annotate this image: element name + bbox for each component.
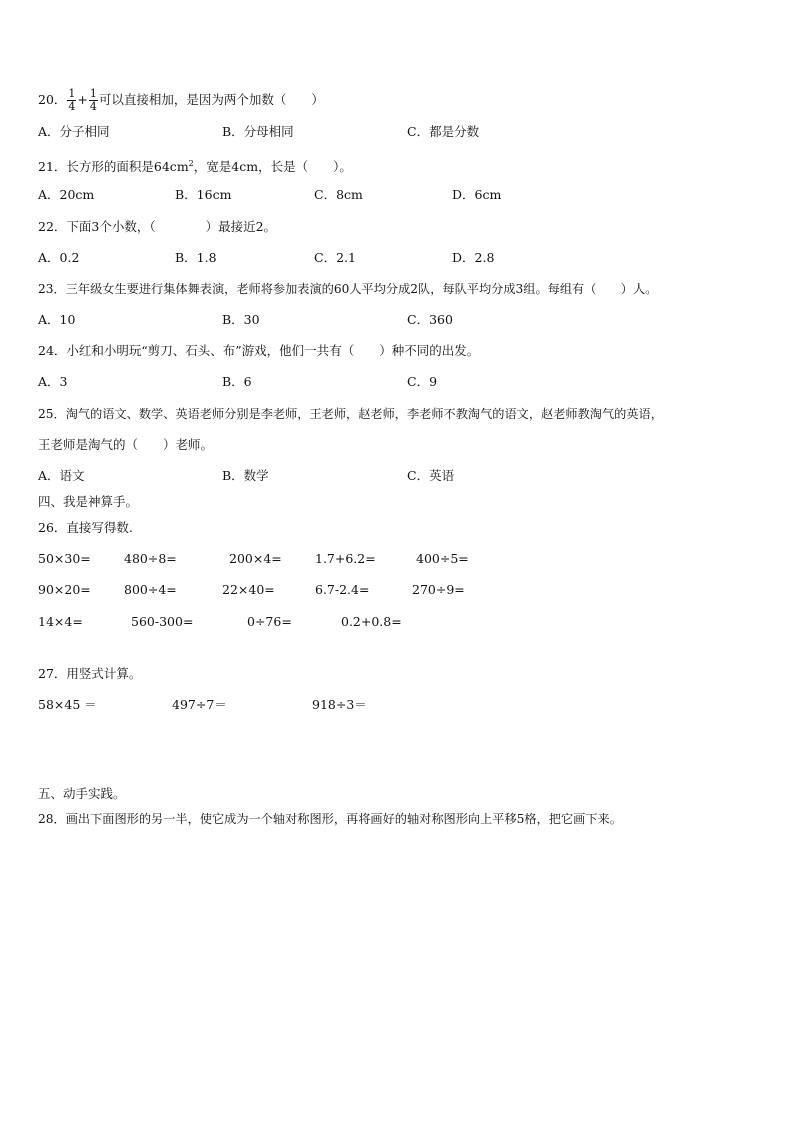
- calc-item: 400÷5=: [416, 551, 469, 566]
- option-b: B．1.8: [175, 250, 217, 265]
- option-b: B．16cm: [175, 187, 232, 202]
- calc-item: 270÷9=: [412, 582, 465, 597]
- option-a: A．10: [38, 312, 76, 327]
- fraction-one-quarter: $\frac{1}{4}$: [89, 87, 97, 113]
- section-4-title: 四、我是神算手。: [38, 494, 139, 509]
- question-24: 24．小红和小明玩“剪刀、石头、布”游戏，他们一共有（ ）种不同的出发。: [38, 343, 480, 358]
- question-23: 23．三年级女生要进行集体舞表演，老师将参加表演的60人平均分成2队，每队平均分成3组。每组有（ ）人。: [38, 282, 658, 296]
- question-text: 21．长方形的面积是64cm: [38, 159, 189, 175]
- calc-item: 90×20=: [38, 582, 91, 597]
- option-b: B．6: [222, 374, 252, 389]
- question-26: 26．直接写得数.: [38, 520, 133, 535]
- option-c: C．8cm: [314, 187, 363, 202]
- calc-item: 6.7-2.4=: [315, 582, 370, 597]
- vertical-calc-item: 497÷7＝: [172, 697, 227, 712]
- question-25-line-2: 王老师是淘气的（ ）老师。: [38, 437, 214, 452]
- option-c: C．英语: [407, 468, 455, 483]
- option-c: C．9: [407, 374, 438, 389]
- option-a: A．语文: [38, 468, 85, 483]
- option-d: D．2.8: [452, 250, 495, 265]
- vertical-calc-item: 918÷3＝: [312, 697, 367, 712]
- calc-item: 0÷76=: [247, 614, 292, 629]
- calc-item: 1.7+6.2=: [315, 551, 376, 566]
- calc-item: 14×4=: [38, 614, 83, 629]
- option-a: A．20cm: [38, 187, 95, 202]
- question-28: 28．画出下面图形的另一半，使它成为一个轴对称图形，再将画好的轴对称图形向上平移5格，把它画下来。: [38, 812, 622, 826]
- option-c: C．2.1: [314, 250, 356, 265]
- vertical-calc-item: 58×45 ＝: [38, 697, 97, 712]
- fraction-one-quarter: $\frac{1}{4}$: [68, 87, 76, 113]
- calc-item: 50×30=: [38, 551, 91, 566]
- option-c: C．360: [407, 312, 453, 327]
- calc-item: 800÷4=: [124, 582, 177, 597]
- option-a: A．3: [38, 374, 68, 389]
- question-number: 20．: [38, 92, 67, 107]
- section-5-title: 五、动手实践。: [38, 786, 126, 801]
- question-text: 可以直接相加，是因为两个加数（ ）: [98, 92, 324, 107]
- plus-sign: +: [77, 92, 88, 107]
- option-b: B．分母相同: [222, 124, 294, 139]
- option-b: B．数学: [222, 468, 269, 483]
- option-a: A．0.2: [38, 250, 80, 265]
- question-20: [38, 88, 324, 113]
- question-22: 22．下面3个小数，（ ）最接近2。: [38, 219, 277, 234]
- calc-item: 560-300=: [131, 614, 194, 629]
- calc-item: 480÷8=: [124, 551, 177, 566]
- option-c: C．都是分数: [407, 124, 480, 139]
- question-text-tail: ，宽是4cm，长是（ ）。: [193, 159, 352, 175]
- question-27: 27．用竖式计算。: [38, 666, 142, 681]
- question-21: [38, 156, 352, 175]
- calc-item: 200×4=: [229, 551, 282, 566]
- option-b: B．30: [222, 312, 260, 327]
- option-a: A．分子相同: [38, 124, 110, 139]
- superscript: 2: [188, 159, 194, 168]
- calc-item: 0.2+0.8=: [341, 614, 402, 629]
- question-25-line-1: 25．淘气的语文、数学、英语老师分别是李老师，王老师，赵老师，李老师不教淘气的语文，赵老师教淘气的英语，: [38, 407, 663, 421]
- calc-item: 22×40=: [222, 582, 275, 597]
- option-d: D．6cm: [452, 187, 502, 202]
